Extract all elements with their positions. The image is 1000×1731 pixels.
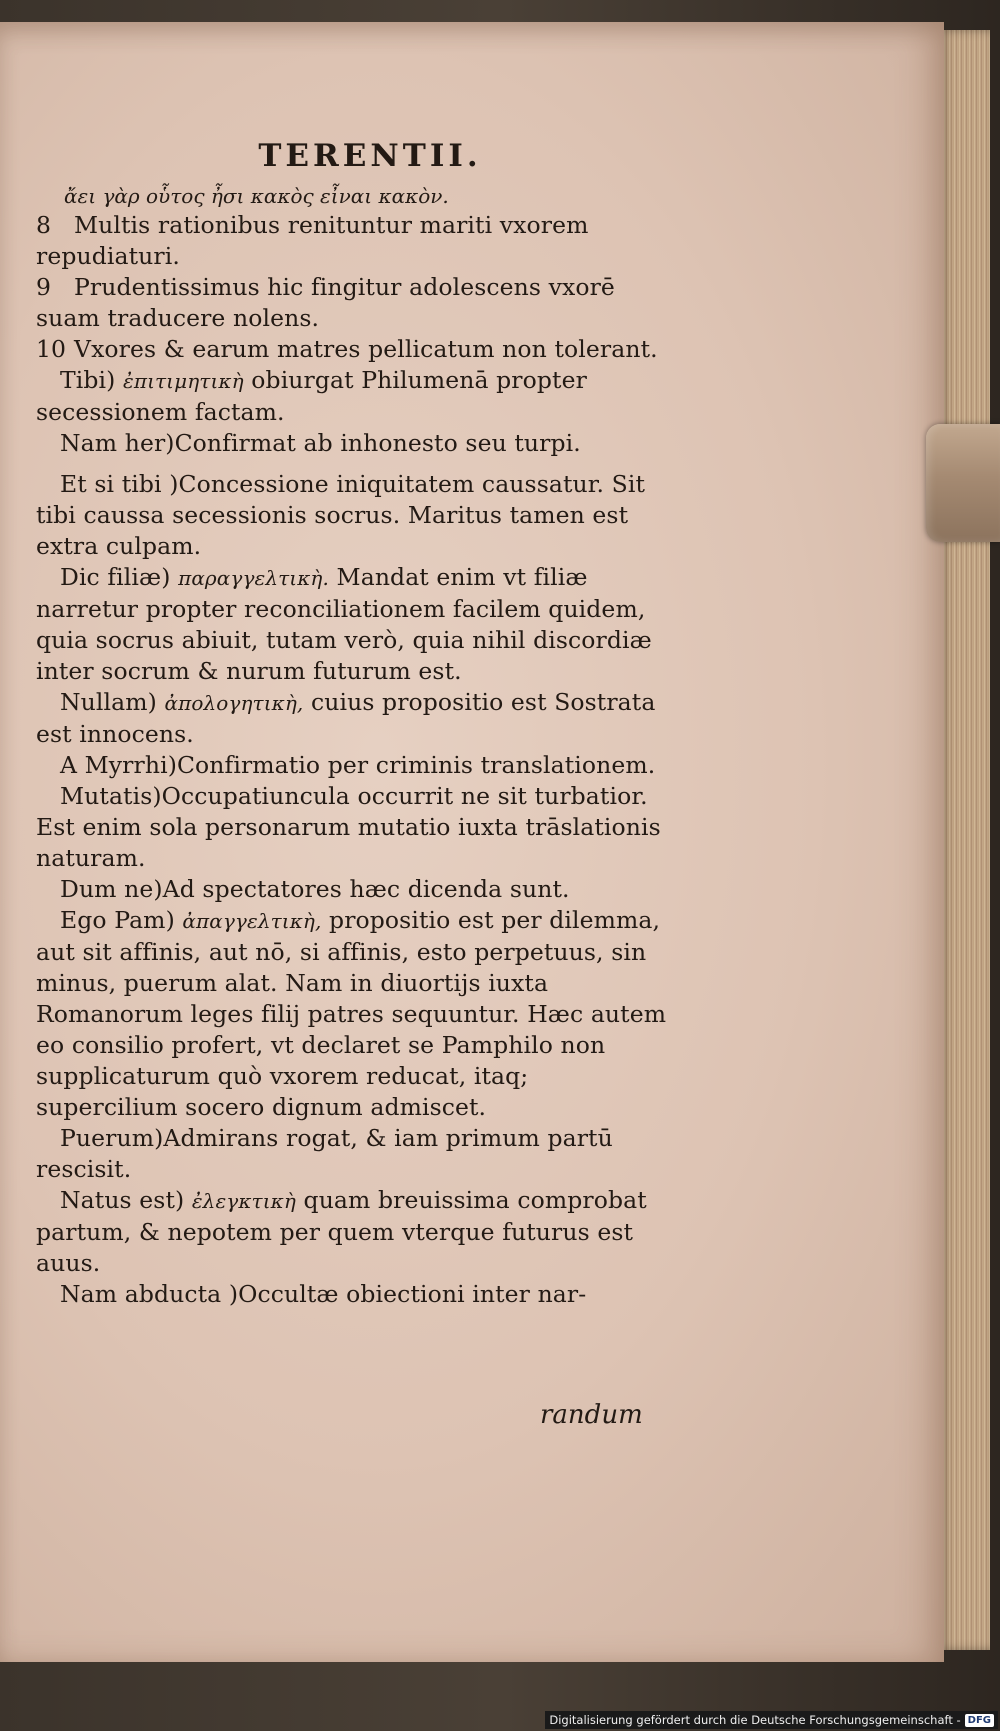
entry-greek-term: ἀπολογητικὴ, (164, 691, 304, 715)
entry-text: Confirmat ab inhonesto seu turpi. (174, 429, 581, 457)
commentary-entry (36, 750, 676, 781)
entry-lemma: Ego Pam) (60, 906, 175, 934)
entry-lemma: Dic filiæ) (60, 563, 171, 591)
entry-text: Concessione iniquitatem caussatur. Sit tibi caussa secessionis socrus. Maritus tamen est extra culpam. (36, 470, 645, 560)
entry-text: propositio est per dilemma, aut sit affinis, aut nō, si affinis, esto perpetuus, sin minus, puerum alat. Nam in diuortijs iuxta Romanorum leges filij patres sequuntur. Hæc autem eo consilio profert, vt declaret se Pamphilo non supplicaturum quò vxorem reducat, itaq; supercilium socero dignum admiscet. (36, 906, 667, 1121)
digitization-credit (545, 1711, 998, 1729)
entry-lemma: Mutatis) (60, 782, 162, 810)
entry-lemma: Dum ne) (60, 875, 163, 903)
entry-text: Vxores & earum matres pellicatum non tolerant. (74, 335, 658, 363)
entry-text: Occupatiuncula occurrit ne sit turbatior. Est enim sola personarum mutatio iuxta trāslationis naturam. (36, 782, 661, 872)
commentary-entries (36, 210, 676, 1310)
entry-greek-term: παραγγελτικὴ. (178, 566, 329, 590)
commentary-entry (36, 1123, 676, 1185)
entry-text: Ad spectatores hæc dicenda sunt. (162, 875, 570, 903)
commentary-entry (36, 687, 676, 750)
commentary-entry (36, 905, 676, 1123)
catchword: randum (540, 1400, 643, 1430)
entry-lemma: A Myrrhi) (60, 751, 177, 779)
book-page (0, 22, 944, 1662)
entry-text: Occultæ obiectioni inter nar- (238, 1280, 587, 1308)
entry-text: Prudentissimus hic fingitur adolescens vxorē suam traducere nolens. (36, 273, 615, 332)
entry-lemma: Nam abducta ) (60, 1280, 239, 1308)
commentary-entry (36, 365, 676, 428)
entry-greek-term: ἐλεγκτικὴ (191, 1189, 296, 1213)
entry-lemma: Et si tibi ) (60, 470, 179, 498)
commentary-entry (36, 428, 676, 459)
entry-text: Confirmatio per criminis translationem. (176, 751, 656, 779)
entry-gap (36, 459, 676, 469)
commentary-entry (36, 562, 676, 687)
entry-text: quam breuissima comprobat partum, & nepotem per quem vterque futurus est auus. (36, 1186, 647, 1277)
commentary-entry (36, 1279, 676, 1310)
commentary-entry (36, 469, 676, 562)
entry-lemma: Puerum) (60, 1124, 164, 1152)
entry-lemma: Nullam) (60, 688, 157, 716)
commentary-entry (36, 272, 676, 334)
commentary-entry (36, 210, 676, 272)
greek-quotation: ἄει γὰρ οὗτος ἦσι κακὸς εἶναι κακὸν. (64, 184, 449, 208)
page-text-block (36, 134, 676, 1310)
commentary-entry (36, 781, 676, 874)
entry-lemma: Tibi) (60, 366, 116, 394)
entry-text: Mandat enim vt filiæ narretur propter reconciliationem facilem quidem, quia socrus abiuit, tutam verò, quia nihil discordiæ inter socrum & nurum futurum est. (36, 563, 652, 685)
entry-text: Admirans rogat, & iam primum partū rescisit. (36, 1124, 613, 1183)
entry-text: obiurgat Philumenā propter secessionem factam. (36, 366, 587, 426)
entry-lemma: Nam her) (60, 429, 175, 457)
commentary-entry (36, 334, 676, 365)
entry-number: 9 (36, 273, 52, 301)
running-head: TERENTII. (258, 138, 482, 174)
entry-number: 10 (36, 335, 67, 363)
dfg-logo: DFG (965, 1714, 994, 1727)
entry-text: cuius propositio est Sostrata est innocens. (36, 688, 656, 748)
entry-greek-term: ἐπιτιμητικὴ (123, 369, 244, 393)
book-page-edges (938, 30, 990, 1650)
entry-lemma: Natus est) (60, 1186, 185, 1214)
entry-greek-term: ἀπαγγελτικὴ, (182, 909, 322, 933)
entry-text: Multis rationibus renituntur mariti vxorem repudiaturi. (36, 211, 589, 270)
entry-number: 8 (36, 211, 52, 239)
commentary-entry (36, 1185, 676, 1279)
commentary-entry (36, 874, 676, 905)
credit-text: Digitalisierung gefördert durch die Deutsche Forschungsgemeinschaft - (549, 1713, 961, 1727)
bookmark-ribbon (926, 424, 1000, 542)
